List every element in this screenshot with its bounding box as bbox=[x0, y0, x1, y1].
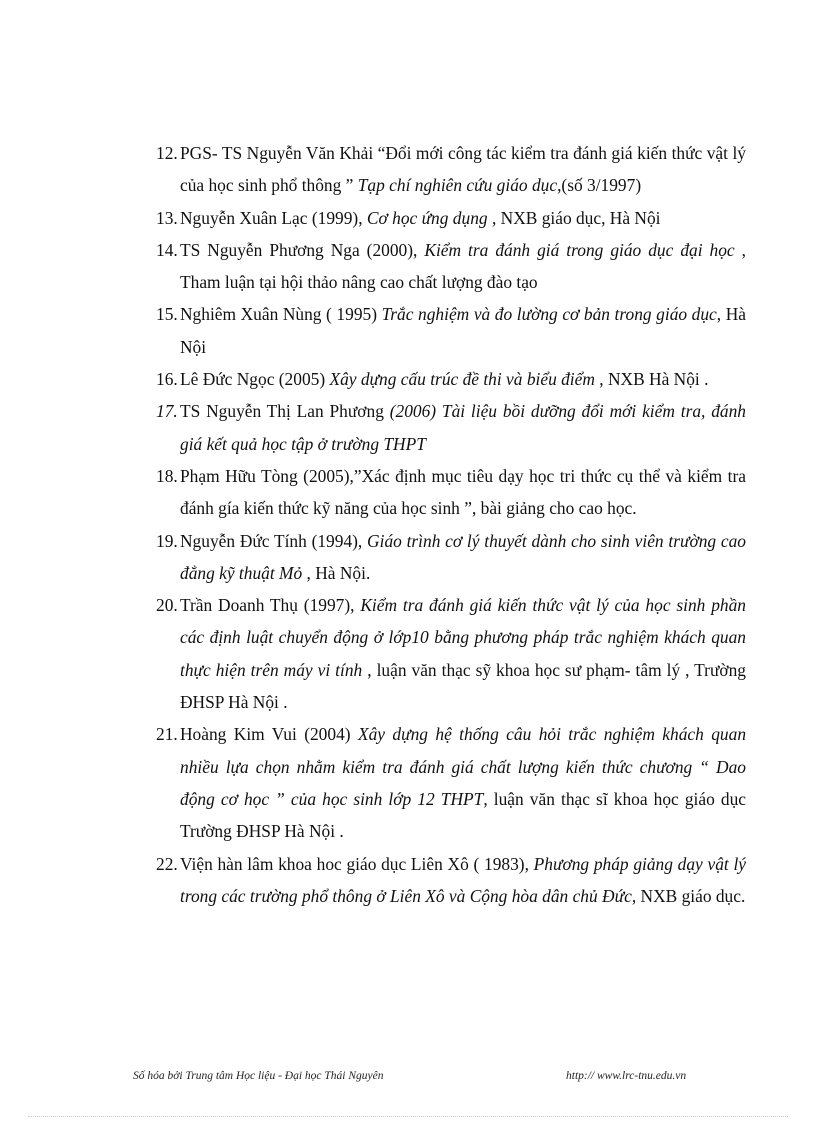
reference-text: Nghiêm Xuân Nùng ( 1995) bbox=[180, 304, 382, 325]
reference-title: Tạp chí nghiên cứu giáo dục bbox=[357, 175, 558, 196]
reference-text: Lê Đức Ngọc (2005) bbox=[180, 369, 330, 390]
reference-title: Xây dựng hệ thống câu hỏi trắc nghiệm khách quan nhiều lựa chọn nhằm kiểm tra đánh giá chất lượng kiến thức chương “ Dao động cơ học ” của học sinh lớp 12 THPT bbox=[180, 724, 747, 809]
reference-item bbox=[156, 848, 746, 913]
reference-title: Kiểm tra đánh giá trong giáo dục đại học bbox=[424, 239, 742, 260]
reference-text: , luận văn thạc sĩ khoa học giáo dục Trường ĐHSP Hà Nội . bbox=[180, 788, 746, 842]
footer-source: Số hóa bởi Trung tâm Học liệu - Đại học Thái Nguyên bbox=[133, 1070, 384, 1082]
reference-number: 13. bbox=[156, 207, 178, 228]
reference-title: (2006) Tài liệu bồi dưỡng đổi mới kiểm tra, đánh giá kết quả học tập ở trường THPT bbox=[180, 401, 746, 454]
reference-text: Nguyễn Đức Tính (1994), bbox=[180, 530, 368, 551]
reference-item bbox=[156, 395, 746, 460]
reference-item bbox=[156, 589, 746, 718]
reference-number: 12. bbox=[156, 143, 178, 163]
reference-number: 17. bbox=[156, 401, 178, 422]
reference-item bbox=[156, 718, 746, 847]
reference-item bbox=[156, 234, 746, 299]
reference-text: , Hà Nội. bbox=[306, 562, 371, 583]
reference-text: TS Nguyễn Thị Lan Phương bbox=[180, 401, 390, 422]
reference-text: Phạm Hữu Tòng (2005),”Xác định mục tiêu dạy học tri thức cụ thể và kiểm tra đánh gía kiến thức kỹ năng của học sinh ”, bài giảng cho cao học. bbox=[180, 465, 746, 519]
reference-number: 14. bbox=[156, 239, 178, 260]
reference-title: Xây dựng cấu trúc đề thi và biểu điểm bbox=[329, 369, 600, 390]
reference-number: 16. bbox=[156, 369, 178, 390]
reference-number: 19. bbox=[156, 530, 178, 551]
reference-item bbox=[156, 363, 746, 395]
reference-text: , NXB Hà Nội . bbox=[599, 369, 709, 390]
reference-title: Cơ học ứng dụng bbox=[366, 207, 492, 228]
reference-item bbox=[156, 137, 746, 202]
reference-number: 18. bbox=[156, 465, 178, 486]
reference-number: 15. bbox=[156, 304, 178, 325]
reference-list bbox=[156, 137, 746, 912]
reference-item bbox=[156, 202, 746, 234]
reference-text: Nguyễn Xuân Lạc (1999), bbox=[180, 207, 367, 228]
reference-item bbox=[156, 460, 746, 525]
reference-item bbox=[156, 298, 746, 363]
reference-title: Giáo trình cơ lý thuyết dành cho sinh viên trường cao đẳng kỹ thuật Mỏ bbox=[180, 530, 746, 583]
reference-item bbox=[156, 525, 746, 590]
reference-text: , Hà Nội bbox=[180, 304, 746, 357]
reference-text: , NXB giáo dục. bbox=[631, 885, 746, 906]
reference-title: Phương pháp giảng dạy vật lý trong các trường phổ thông ở Liên Xô và Cộng hòa dân chủ Đức bbox=[180, 853, 746, 906]
reference-title: Kiểm tra đánh giá kiến thức vật lý của học sinh phần các định luật chuyển động ở lớp10 bằng phương pháp trắc nghiệm khách quan thực hiện trên máy vi tính bbox=[180, 595, 746, 680]
reference-number: 22. bbox=[156, 853, 178, 874]
reference-text: , luận văn thạc sỹ khoa học sư phạm- tâm lý , Trường ĐHSP Hà Nội . bbox=[180, 659, 746, 713]
reference-text: Viện hàn lâm khoa hoc giáo dục Liên Xô ( 1983), bbox=[180, 853, 534, 874]
reference-text: ,(số 3/1997) bbox=[557, 175, 642, 196]
reference-text: , NXB giáo dục, Hà Nội bbox=[491, 207, 661, 228]
reference-title: Trắc nghiệm và đo lường cơ bản trong giáo dục bbox=[381, 304, 717, 325]
reference-text: Trần Doanh Thụ (1997), bbox=[180, 595, 361, 616]
footer-url[interactable]: http:// www.lrc-tnu.edu.vn bbox=[566, 1070, 687, 1082]
reference-number: 21. bbox=[156, 724, 178, 745]
reference-text: , Tham luận tại hội thảo nâng cao chất lượng đào tạo bbox=[180, 239, 746, 293]
reference-text: Hoàng Kim Vui (2004) bbox=[180, 724, 358, 745]
reference-number: 20. bbox=[156, 595, 178, 616]
reference-text: PGS- TS Nguyễn Văn Khải “Đổi mới công tác kiểm tra đánh giá kiến thức vật lý của học sinh phổ thông ” bbox=[180, 143, 746, 196]
page-bottom-divider bbox=[28, 1116, 788, 1117]
reference-text: TS Nguyễn Phương Nga (2000), bbox=[180, 239, 425, 260]
